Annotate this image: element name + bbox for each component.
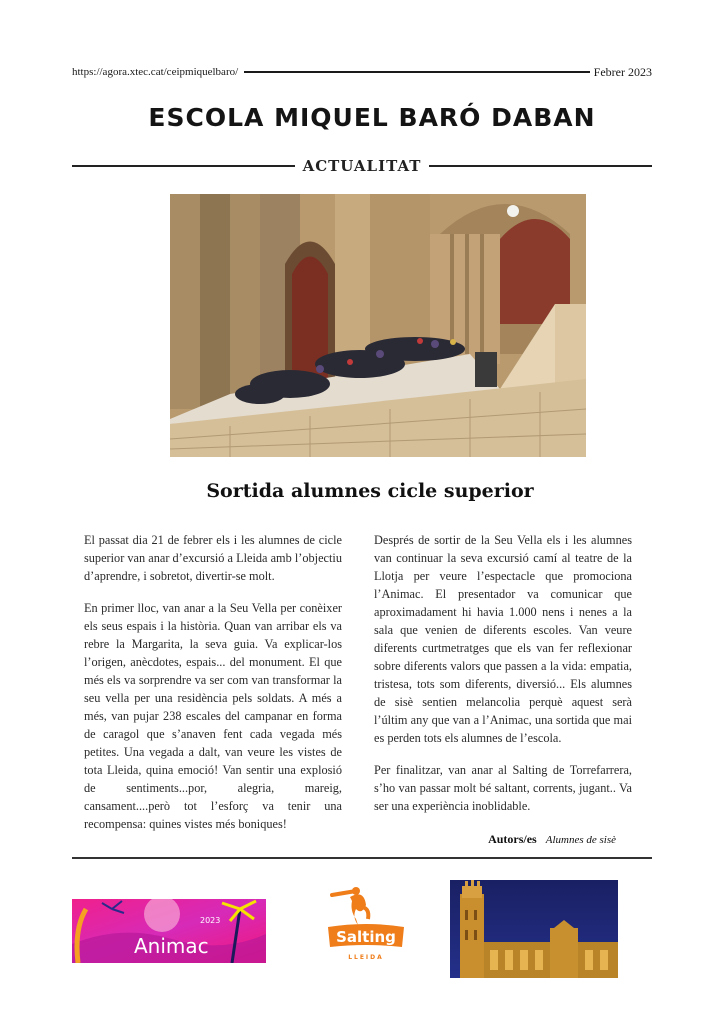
website-url[interactable]: https://agora.xtec.cat/ceipmiquelbaro/ — [72, 66, 239, 78]
section-header — [72, 155, 652, 177]
article-column-1 — [84, 531, 342, 849]
paragraph: El passat dia 21 de febrer els i les alumnes de cicle superior van anar d’excursió a Lleida amb l’objectiu d’aprendre, i sobretot, divertir-se molt. — [84, 533, 342, 583]
top-bar — [72, 64, 652, 80]
article-column-2 — [374, 531, 632, 849]
animac-logo-text: Animac — [134, 934, 209, 958]
authors-credit — [374, 830, 632, 849]
section-divider-left — [72, 165, 295, 167]
salting-logo-text: Salting — [336, 928, 396, 946]
animac-logo-image — [72, 899, 266, 963]
school-name: ESCOLA MIQUEL BARÓ DABAN — [148, 103, 596, 132]
issue-date: Febrer 2023 — [593, 64, 652, 79]
paragraph: En primer lloc, van anar a la Seu Vella per conèixer els seus espais i la història. Quan van arribar els va rebre la Margarita, la seva guia. Va explicar-los l’origen, anècdotes, espais... del monument. El que més els va sorprendre va ser com van transformar la seu vella per una residència pels soldats. A més a més, van pujar 238 escales del campanar en forma de caragol que s’anaven fent cada vegada més petites. Una vegada a dalt, van veure les vistes de tota Lleida, quina emoció! Van sentir una explosió de sentiments...por, alegria, mareig, cansament....però tot l’esforç va tenir una recompensa: quines vistes més boniques! — [84, 601, 342, 831]
authors-label: Autors/es — [488, 832, 537, 846]
top-divider — [244, 71, 590, 73]
paragraph: Per finalitzar, van anar al Salting de Torrefarrera, s’ho van passar molt bé saltant, corrents, jugant.. Va ser una experiència inoblidable. — [374, 763, 632, 813]
article-title: Sortida alumnes cicle superior — [206, 480, 534, 502]
main-photo — [170, 194, 586, 457]
salting-logo — [326, 885, 406, 965]
salting-logo-subtext: LLEIDA — [348, 954, 384, 961]
animac-year-text: 2023 — [200, 916, 221, 925]
seu-vella-night-photo — [450, 880, 618, 978]
section-title: ACTUALITAT — [302, 157, 422, 175]
article-body — [84, 531, 632, 849]
footer-divider — [72, 857, 652, 859]
section-divider-right — [429, 165, 652, 167]
paragraph: Després de sortir de la Seu Vella els i les alumnes van continuar la seva excursió camí al teatre de la Llotja per veure l’espectacle que promociona l’Animac. El presentador va comunicar que aproximadament hi havia 1.000 nens i nenes a la sala que venien de diferents escoles. Van veure diferents curtmetratges que els van fer reflexionar sobre diferents valors que passen a la vida: empatia, tristesa, tots som diferents, diversió... Els alumnes de sisè sentien melancolia perquè aquest serà l’últim any que van a l’Animac, una sortida que mai es perden tots els alumnes de l’escola. — [374, 533, 632, 745]
authors-value: Alumnes de sisè — [545, 834, 616, 846]
